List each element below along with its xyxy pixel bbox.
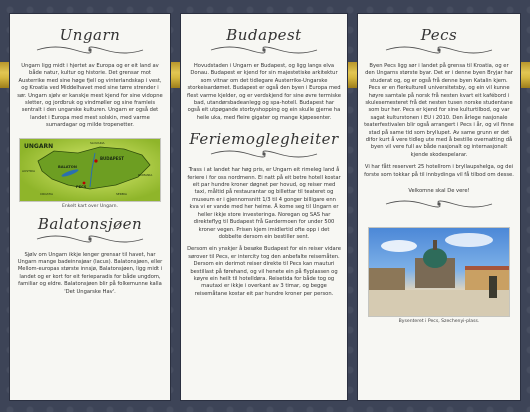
text-budapest: Hovudstaden i Ungarn er Budapest, og ligg langs elva Donau. Budapest er kjend for sin majestetiske arkitektur som vitnar om det tidlegare Austerrike-Ungarske storkeisardømet. Budapest er også den byen i Europa med flest varme kjelder, og er verdskjend for sine øvre termiske bad, utandørsbadeanlegg og spa-hotell. Budapest har også eit utpøgande storbyshopping og ein skulle gjerne ha heile uka, med fleire gigater og mange kjøpesenter. [187,63,341,121]
map-neighbor-romania: ROMANIA [138,172,153,177]
panel-pecs [358,14,520,400]
swirl-ornament [35,44,145,56]
photo-pecs-square [368,227,510,317]
map-hungary [19,138,161,202]
map-neighbor-croatia: CROATIA [40,191,54,196]
map-city-budapest: BUDAPEST [100,155,124,161]
title-ungarn: Ungarn [59,26,121,44]
photo-caption: Bysenteret i Pecs, Szechenyi-plass. [398,318,480,324]
text-velkomne: Velkomne skal De vere! [408,188,470,195]
panel-budapest [181,14,347,400]
panel-ungarn [10,14,170,400]
title-balatonsjoen: Balatonsjøen [37,214,143,233]
text-pecs: Byen Pecs ligg sør i landet på grensa til Kroatia, og er den Ungarns største byar. Det er i denne byen Bryjar har studerat og, og er også frå denne byen Katalin kjem. Pecs er en flerkulturell universitetsby, og ein vil kunne høyre samtale på norsk frå nesten kvart eit kafébord i skulesemesteret frå det nesten tusen norske studentane som bur her. Pecs er kjend for sine kulturtilbod, og var sagat kulturstonen i EU i 2010. Den årlege nasjonale teaterfestivalen blir også arrangert i Pecs i år, og vil finne stad på same tid som bryllupet. Av same grunn er det difor kurt å vere tidleg ute med å bestille overnatting då byen vil vere full av både nasjonalt og internasjonalt kjende skodespelarar. [364,63,514,158]
map-neighbor-serbia: SERBIA [116,191,127,196]
swirl-ornament [209,44,319,56]
swirl-ornament [35,233,145,245]
map-neighbor-austria: AUSTRIA [22,168,36,173]
map-caption: Enkelt kart over Ungarn. [61,203,119,209]
map-country-label: UNGARN [24,142,54,150]
swirl-ornament [384,44,494,56]
map-neighbor-slovakia: SLOVAKIA [90,140,105,145]
text-ungarn: Ungarn ligg midt i hjertet av Europa og er eit land av både natur, kultur og historie. Det grensar mot Austerrike med sine høge fjell og vinterlandskap i vest, og Kroatia ved Middelhavet med sine tørre strender i sør. Ungarn sjølv er kanskje mest kjend for sine vidopne sletter, og jordbruk og vindmøller og sine framleis sentralt i den ungarske kulturen. Ungarn er også det landet i Europa med mest solskin, med varme sumardagar og milde tropenetter. [17,63,163,129]
map-city-balaton: BALATON [58,164,77,169]
text-hotellrom: Vi har fått reservert 25 hotellrom i bryllaupshelga, og dei forste som tokkar på til innbydinga vil få tilbod om desse. [364,164,514,178]
title-pecs: Pecs [420,26,458,44]
map-city-pecs: PECS [76,184,87,189]
title-feriemoglegheiter: Feriemoglegheiter [189,130,339,149]
swirl-ornament [384,198,494,210]
text-feriemoglegheiter: Trass i at landet har høg pris, er Ungarn eit rimeleg land å feriere i for oss nordmenn. Ei natt på eit betre hotell kostar eit par hundre kroner døgnet per hovud, og reiser med taxi, måltid på restaurantar og billettar til teateret og museum er i gjennomsnitt 1/3 til 4 gonger billigare enn kva vi er vande med her heime. Å kome seg til Ungarn er heller ikkje store investeringa. Noregan og SAS har direkteflyg til Budapest frå Gardermoen for under 500 kroner vegen. Prisen kjem imidlertid ofte opp i det dobbelte dersom ein bestiller sent. [187,167,341,240]
text-reise-pecs: Dersom ein ynskjer å besøke Budapest for ein reiser vidare sørover til Pecs, er intercity tog den anbefalte reisemåten. Dersom ein derimot reiser direkte til Pecs kan mauturi bestillast på førehand, og vil henete ein på flyplassen og køyre ein heilt til hotelldøra. Reisetida for både tog og mautaxi er ikkje i overkant av 3 timar, og begge reisemåtane kostar eit par hundre kroner per person. [187,246,341,297]
swirl-ornament [209,148,319,160]
text-balatonsjoen: Sjølv om Ungarn ikkje lenger grensar til havet, har Ungarn mange badeinnsjøar (lacus). Balatonsjøen, eller Mellom-europas største innsjø, Balatonsjøen, ligg midt i landet og er kort for eit ferieparadis for både ungdom, familiar og eldre. Balatonsjøen blir på folkemunne kalla 'Det Ungarske Hav'. [17,251,163,295]
title-budapest: Budapest [226,26,302,44]
